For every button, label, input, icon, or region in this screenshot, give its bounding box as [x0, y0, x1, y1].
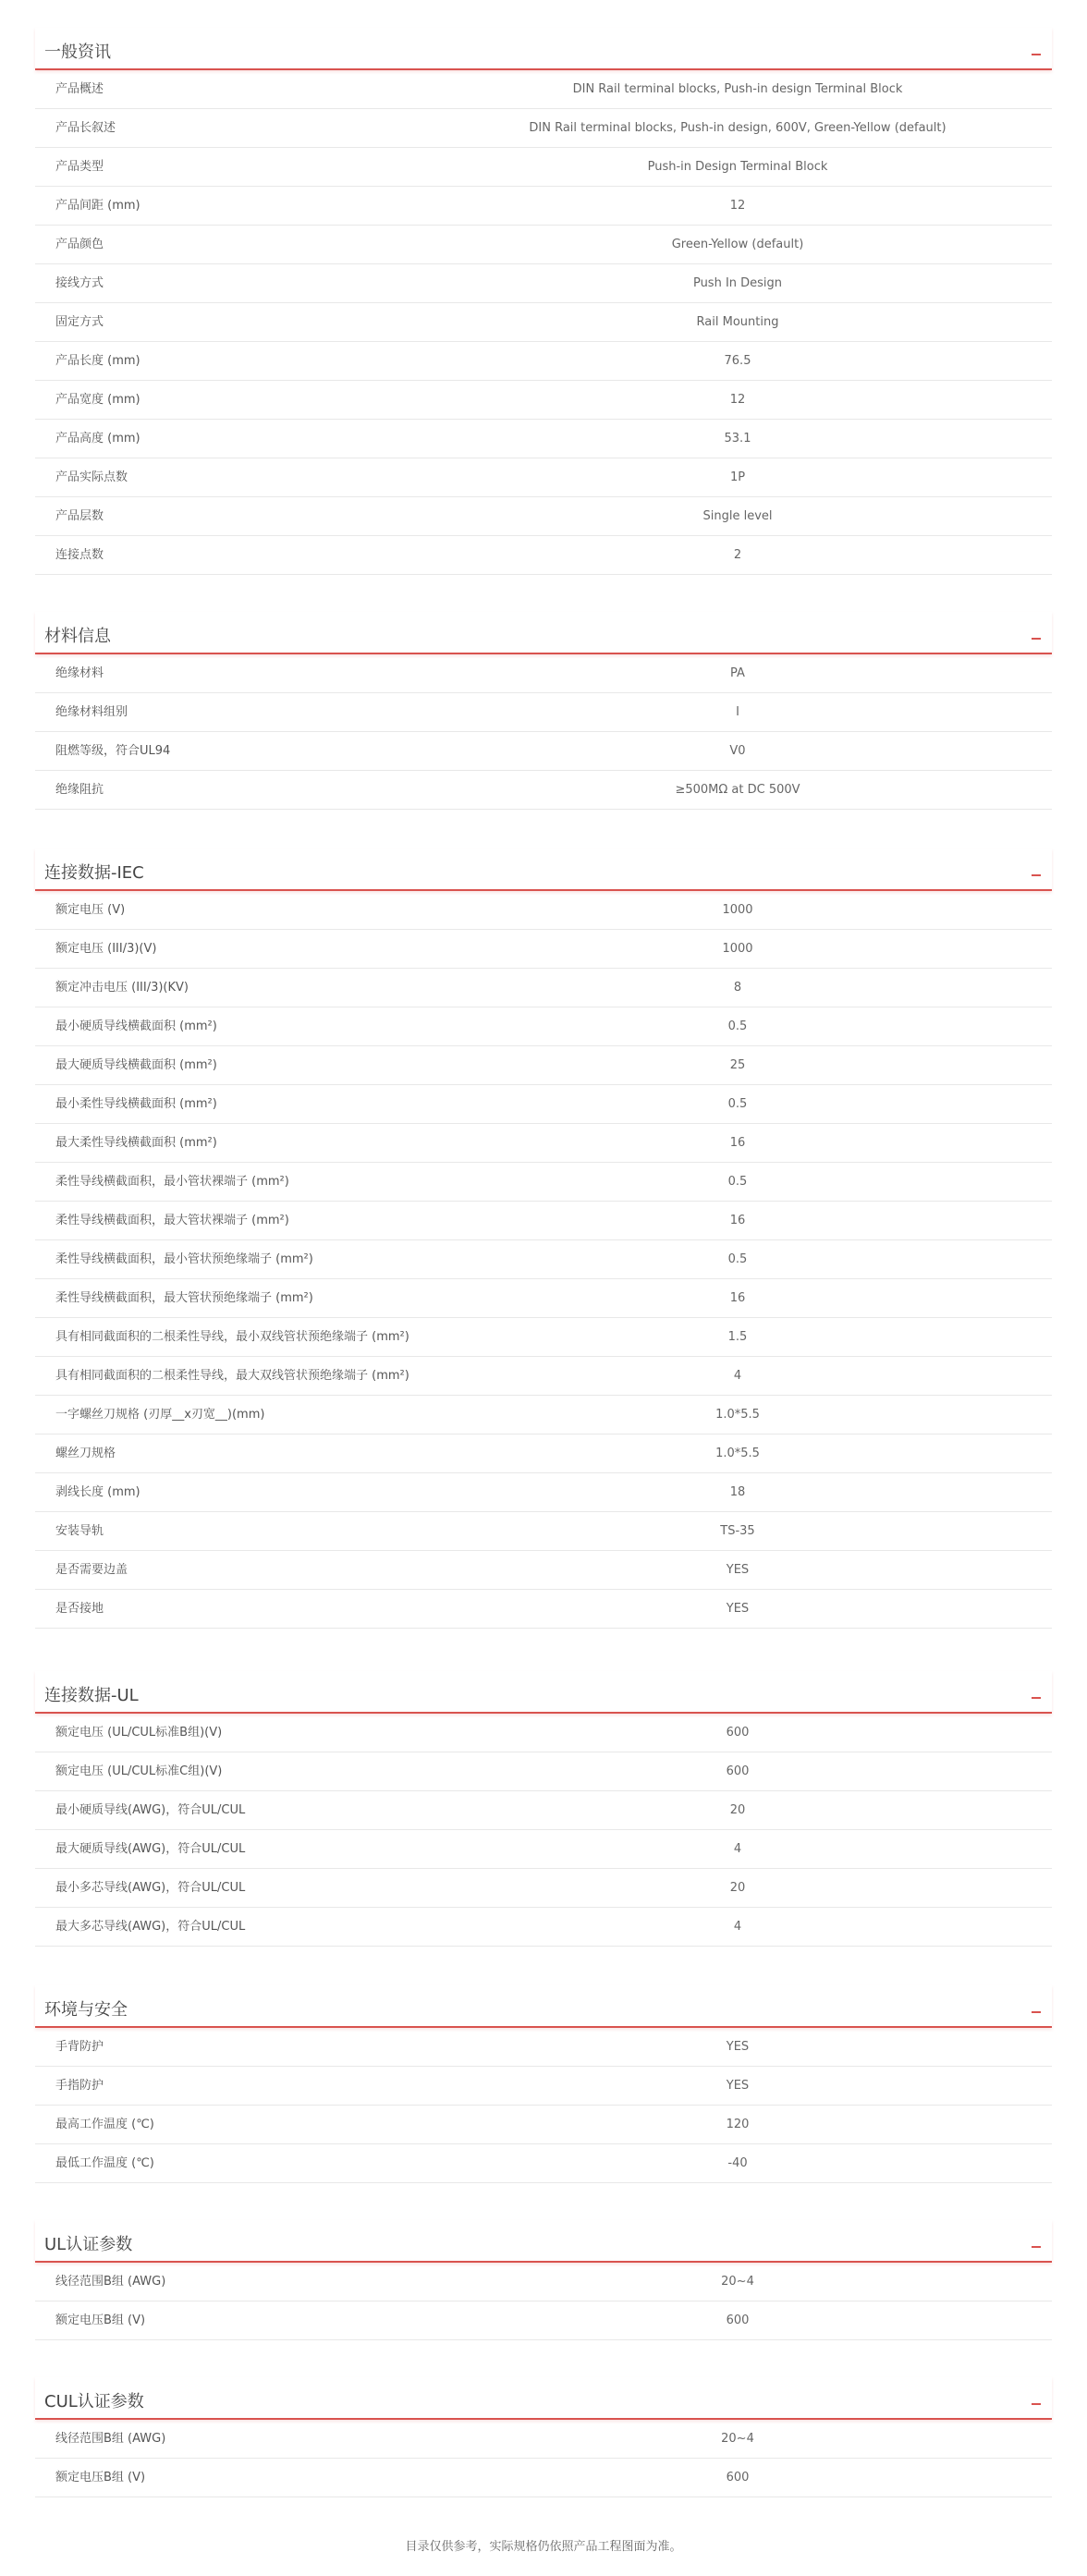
- spec-value: 1.0*5.5: [715, 1408, 760, 1422]
- spec-label: 产品层数: [55, 509, 104, 523]
- spec-value: 0.5: [727, 1175, 748, 1189]
- spec-label: 最小多芯导线(AWG)，符合UL/CUL: [55, 1881, 246, 1895]
- spec-row: [35, 342, 1052, 381]
- spec-label: 额定冲击电压 (III/3)(KV): [55, 981, 189, 995]
- section-header[interactable]: [35, 2377, 1052, 2420]
- spec-row: [35, 2067, 1052, 2106]
- spec-row: [35, 2420, 1052, 2459]
- spec-row: [35, 654, 1052, 693]
- spec-label: 额定电压B组 (V): [55, 2471, 146, 2484]
- spec-label: 柔性导线横截面积，最小管状裸端子 (mm²): [55, 1175, 289, 1189]
- spec-value: 1000: [722, 942, 753, 956]
- spec-row: [35, 1318, 1052, 1357]
- spec-value: DIN Rail terminal blocks, Push-in design Terminal Block: [572, 82, 903, 96]
- spec-row: [35, 1830, 1052, 1869]
- collapse-minus-icon[interactable]: [1032, 2403, 1041, 2405]
- spec-value: 2: [733, 548, 742, 562]
- spec-row: [35, 1908, 1052, 1947]
- spec-value: 1.0*5.5: [715, 1447, 760, 1460]
- spec-row: [35, 1396, 1052, 1435]
- spec-rows: [35, 2420, 1052, 2497]
- spec-label: 一字螺丝刀规格 (刃厚__x刃宽__)(mm): [55, 1408, 265, 1422]
- spec-label: 是否需要边盖: [55, 1563, 128, 1577]
- spec-row: [35, 1007, 1052, 1046]
- spec-row: [35, 226, 1052, 264]
- spec-rows: [35, 2263, 1052, 2340]
- spec-row: [35, 1551, 1052, 1590]
- spec-label: 连接点数: [55, 548, 104, 562]
- spec-value: 600: [726, 1764, 750, 1778]
- collapse-minus-icon[interactable]: [1032, 638, 1041, 640]
- section-connection-iec: [35, 848, 1052, 1629]
- spec-label: 最小硬质导线(AWG)，符合UL/CUL: [55, 1803, 246, 1817]
- spec-row: [35, 1714, 1052, 1752]
- spec-label: 阻燃等级，符合UL94: [55, 744, 171, 758]
- spec-row: [35, 187, 1052, 226]
- spec-value: 1000: [722, 903, 753, 917]
- section-header[interactable]: [35, 2220, 1052, 2263]
- spec-row: [35, 264, 1052, 303]
- spec-row: [35, 1512, 1052, 1551]
- spec-label: 手背防护: [55, 2040, 104, 2054]
- section-environment-safety: [35, 1985, 1052, 2183]
- spec-row: [35, 1473, 1052, 1512]
- section-title: 材料信息: [44, 627, 111, 646]
- spec-label: 安装导轨: [55, 1524, 104, 1538]
- spec-label: 柔性导线横截面积，最小管状预绝缘端子 (mm²): [55, 1252, 313, 1266]
- spec-value: Push In Design: [692, 276, 783, 290]
- spec-value: 20: [729, 1803, 746, 1817]
- spec-label: 具有相同截面积的二根柔性导线，最大双线管状预绝缘端子 (mm²): [55, 1369, 409, 1383]
- spec-row: [35, 930, 1052, 969]
- spec-label: 最小硬质导线横截面积 (mm²): [55, 1019, 217, 1033]
- spec-row: [35, 148, 1052, 187]
- spec-row: [35, 70, 1052, 109]
- spec-row: [35, 381, 1052, 420]
- spec-label: 是否接地: [55, 1602, 104, 1616]
- spec-label: 线径范围B组 (AWG): [55, 2432, 166, 2446]
- spec-label: 产品宽度 (mm): [55, 393, 140, 407]
- spec-value: 0.5: [727, 1097, 748, 1111]
- section-header[interactable]: [35, 848, 1052, 891]
- spec-value: Push-in Design Terminal Block: [647, 160, 828, 174]
- spec-value: 1.5: [727, 1330, 748, 1344]
- spec-row: [35, 1085, 1052, 1124]
- collapse-minus-icon[interactable]: [1032, 2011, 1041, 2013]
- spec-label: 最大硬质导线(AWG)，符合UL/CUL: [55, 1842, 246, 1856]
- section-title: UL认证参数: [44, 2235, 133, 2254]
- spec-label: 额定电压 (UL/CUL标准C组)(V): [55, 1764, 223, 1778]
- section-header[interactable]: [35, 1671, 1052, 1714]
- section-header[interactable]: [35, 28, 1052, 70]
- spec-row: [35, 2301, 1052, 2340]
- spec-value: 12: [729, 199, 746, 213]
- section-title: 连接数据-IEC: [44, 863, 144, 883]
- section-cul-certification: [35, 2377, 1052, 2497]
- spec-row: [35, 109, 1052, 148]
- spec-value: 4: [733, 1369, 742, 1383]
- spec-label: 接线方式: [55, 276, 104, 290]
- spec-row: [35, 693, 1052, 732]
- section-title: CUL认证参数: [44, 2392, 144, 2411]
- spec-value: 25: [729, 1058, 746, 1072]
- section-material-info: [35, 612, 1052, 810]
- spec-label: 柔性导线横截面积，最大管状预绝缘端子 (mm²): [55, 1291, 313, 1305]
- spec-row: [35, 1590, 1052, 1629]
- spec-row: [35, 420, 1052, 458]
- spec-value: YES: [726, 1602, 750, 1616]
- spec-value: Single level: [702, 509, 773, 523]
- spec-rows: [35, 1714, 1052, 1947]
- spec-row: [35, 732, 1052, 771]
- spec-value: 53.1: [724, 432, 751, 446]
- spec-label: 额定电压B组 (V): [55, 2314, 146, 2327]
- spec-row: [35, 536, 1052, 575]
- spec-label: 具有相同截面积的二根柔性导线，最小双线管状预绝缘端子 (mm²): [55, 1330, 409, 1344]
- spec-value: 8: [733, 981, 742, 995]
- spec-value: 16: [729, 1291, 746, 1305]
- spec-row: [35, 1046, 1052, 1085]
- spec-value: 16: [729, 1136, 746, 1150]
- spec-value: 600: [726, 2471, 750, 2484]
- spec-row: [35, 2106, 1052, 2144]
- spec-value: 20~4: [721, 2275, 754, 2289]
- spec-row: [35, 303, 1052, 342]
- spec-value: 4: [733, 1842, 742, 1856]
- spec-value: 76.5: [724, 354, 751, 368]
- spec-rows: [35, 2028, 1052, 2183]
- spec-label: 产品实际点数: [55, 470, 128, 484]
- section-header[interactable]: [35, 612, 1052, 654]
- spec-rows: [35, 891, 1052, 1629]
- spec-row: [35, 1752, 1052, 1791]
- section-ul-certification: [35, 2220, 1052, 2340]
- spec-value: 12: [729, 393, 746, 407]
- spec-label: 线径范围B组 (AWG): [55, 2275, 166, 2289]
- collapse-minus-icon[interactable]: [1032, 2246, 1041, 2248]
- spec-value: PA: [730, 666, 745, 680]
- footer-disclaimer: 目录仅供参考，实际规格仍依照产品工程图面为准。: [405, 2540, 682, 2554]
- spec-rows: [35, 654, 1052, 810]
- spec-value: DIN Rail terminal blocks, Push-in design, 600V, Green-Yellow (default): [529, 121, 947, 135]
- spec-row: [35, 1357, 1052, 1396]
- spec-label: 额定电压 (III/3)(V): [55, 942, 157, 956]
- spec-value: 20: [729, 1881, 746, 1895]
- spec-value: 4: [733, 1920, 742, 1934]
- spec-label: 产品类型: [55, 160, 104, 174]
- section-title: 一般资讯: [44, 43, 111, 62]
- spec-value: V0: [729, 744, 746, 758]
- collapse-minus-icon[interactable]: [1032, 874, 1041, 876]
- spec-row: [35, 1435, 1052, 1473]
- spec-row: [35, 1791, 1052, 1830]
- spec-value: 600: [726, 2314, 750, 2327]
- spec-label: 产品间距 (mm): [55, 199, 140, 213]
- spec-value: I: [736, 705, 739, 719]
- spec-value: Rail Mounting: [696, 315, 779, 329]
- spec-row: [35, 2459, 1052, 2497]
- spec-label: 最大多芯导线(AWG)，符合UL/CUL: [55, 1920, 246, 1934]
- spec-row: [35, 771, 1052, 810]
- spec-label: 最大硬质导线横截面积 (mm²): [55, 1058, 217, 1072]
- spec-value: YES: [726, 1563, 750, 1577]
- spec-value: 600: [726, 1726, 750, 1740]
- spec-label: 螺丝刀规格: [55, 1447, 116, 1460]
- spec-value: YES: [726, 2040, 750, 2054]
- spec-label: 手指防护: [55, 2079, 104, 2093]
- spec-row: [35, 2263, 1052, 2301]
- spec-value: 120: [726, 2118, 750, 2131]
- spec-value: 1P: [729, 470, 746, 484]
- spec-value: Green-Yellow (default): [671, 238, 804, 251]
- spec-value: ≥500MΩ at DC 500V: [675, 783, 800, 797]
- spec-row: [35, 458, 1052, 497]
- spec-label: 最低工作温度 (℃): [55, 2156, 154, 2170]
- section-connection-ul: [35, 1671, 1052, 1947]
- spec-row: [35, 1124, 1052, 1163]
- spec-label: 产品高度 (mm): [55, 432, 140, 446]
- spec-value: 0.5: [727, 1252, 748, 1266]
- spec-value: TS-35: [720, 1524, 755, 1538]
- spec-label: 最小柔性导线横截面积 (mm²): [55, 1097, 217, 1111]
- spec-row: [35, 1163, 1052, 1202]
- spec-label: 绝缘材料: [55, 666, 104, 680]
- spec-label: 产品长叙述: [55, 121, 116, 135]
- section-header[interactable]: [35, 1985, 1052, 2028]
- collapse-minus-icon[interactable]: [1032, 54, 1041, 55]
- spec-label: 固定方式: [55, 315, 104, 329]
- spec-value: 18: [729, 1485, 746, 1499]
- spec-label: 最高工作温度 (℃): [55, 2118, 154, 2131]
- spec-value: 0.5: [727, 1019, 748, 1033]
- spec-label: 绝缘材料组别: [55, 705, 128, 719]
- spec-row: [35, 1279, 1052, 1318]
- spec-label: 产品长度 (mm): [55, 354, 140, 368]
- section-title: 连接数据-UL: [44, 1686, 139, 1705]
- spec-label: 额定电压 (UL/CUL标准B组)(V): [55, 1726, 223, 1740]
- spec-label: 产品概述: [55, 82, 104, 96]
- spec-label: 剥线长度 (mm): [55, 1485, 140, 1499]
- section-title: 环境与安全: [44, 2000, 128, 2020]
- spec-row: [35, 1202, 1052, 1240]
- spec-value: 16: [729, 1214, 746, 1227]
- spec-label: 额定电压 (V): [55, 903, 126, 917]
- collapse-minus-icon[interactable]: [1032, 1697, 1041, 1699]
- section-general-info: [35, 28, 1052, 575]
- spec-value: 20~4: [721, 2432, 754, 2446]
- spec-value: YES: [726, 2079, 750, 2093]
- spec-row: [35, 2144, 1052, 2183]
- spec-label: 产品颜色: [55, 238, 104, 251]
- spec-row: [35, 497, 1052, 536]
- spec-label: 绝缘阻抗: [55, 783, 104, 797]
- spec-row: [35, 2028, 1052, 2067]
- spec-rows: [35, 70, 1052, 575]
- spec-row: [35, 891, 1052, 930]
- spec-label: 最大柔性导线横截面积 (mm²): [55, 1136, 217, 1150]
- spec-value: -40: [727, 2156, 748, 2170]
- spec-label: 柔性导线横截面积，最大管状裸端子 (mm²): [55, 1214, 289, 1227]
- spec-row: [35, 969, 1052, 1007]
- spec-row: [35, 1869, 1052, 1908]
- spec-row: [35, 1240, 1052, 1279]
